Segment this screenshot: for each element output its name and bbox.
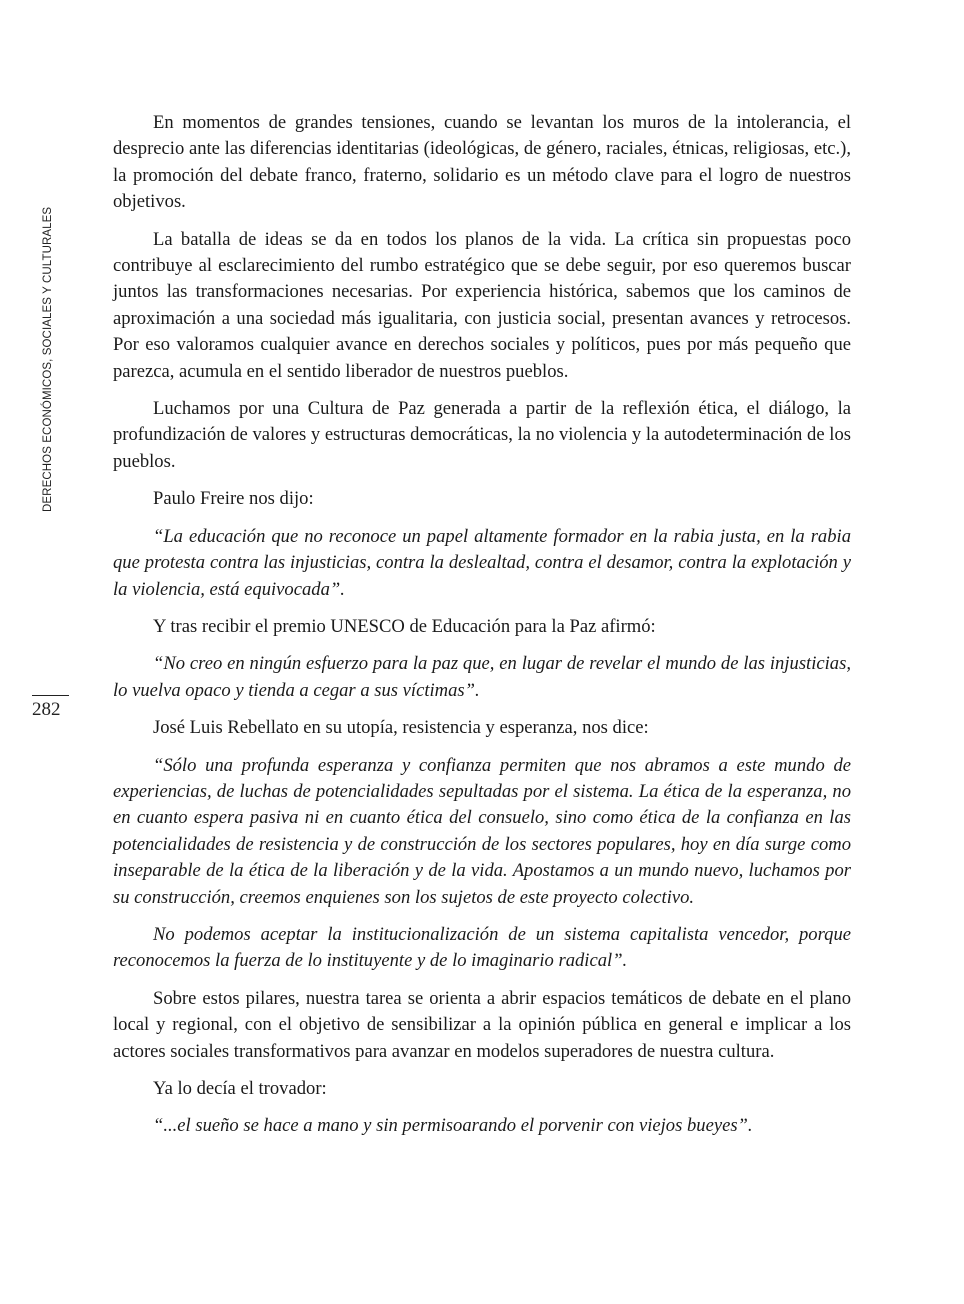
page-number-rule bbox=[32, 695, 69, 696]
paragraph-freire-intro: Paulo Freire nos dijo: bbox=[153, 488, 314, 510]
quote-rebellato-institucionalizacion: No podemos aceptar la institucionalización de un sistema capitalista vencedor, porque reconocemos la fuerza de lo instituyente y de lo imaginario radical”. bbox=[113, 923, 851, 972]
paragraph-pilares: Sobre estos pilares, nuestra tarea se orienta a abrir espacios temáticos de debate en el plano local y regional, con el objetivo de sensibilizar a la opinión pública en general e implicar a los actores sociales transformativos para avanzar en modelos superadores de nuestra cultura. bbox=[113, 987, 851, 1062]
page-number: 282 bbox=[32, 699, 61, 720]
paragraph-batalla-de-ideas: La batalla de ideas se da en todos los planos de la vida. La crítica sin propuestas poco contribuye al esclarecimiento del rumbo estratégico que se debe seguir, por eso queremos buscar juntos las transformaciones necesarias. Por experiencia histórica, sabemos que los caminos de aproximación a una sociedad más igualitaria, con justicia social, presentan avances y retrocesos. Por eso valoramos cualquier avance en derechos sociales y políticos, pues por más pequeño que parezca, acumula en el sentido liberador de nuestros pueblos. bbox=[113, 228, 851, 382]
quote-freire-paz: “No creo en ningún esfuerzo para la paz que, en lugar de revelar el mundo de las injusticias, lo vuelva opaco y tienda a cegar a sus víctimas”. bbox=[113, 653, 851, 701]
paragraph-rebellato-intro: José Luis Rebellato en su utopía, resistencia y esperanza, nos dice: bbox=[153, 717, 649, 739]
quote-freire-educacion: “La educación que no reconoce un papel altamente formador en la rabia justa, en la rabia que protesta contra las injusticias, contra la deslealtad, contra el desamor, contra la explotación y la violencia, está equivocada”. bbox=[113, 525, 851, 600]
quote-trovador: “...el sueño se hace a mano y sin permisoarando el porvenir con viejos bueyes”. bbox=[153, 1115, 753, 1137]
paragraph-cultura-de-paz: Luchamos por una Cultura de Paz generada a partir de la reflexión ética, el diálogo, la profundización de valores y estructuras democráticas, la no violencia y la autodeterminación de los pueblos. bbox=[113, 398, 851, 472]
running-title-vertical bbox=[34, 192, 74, 512]
paragraph-intro: En momentos de grandes tensiones, cuando se levantan los muros de la intolerancia, el desprecio ante las diferencias identitarias (ideológicas, de género, raciales, étnicas, religiosas, etc.), la promoción del debate franco, fraterno, solidario es un método clave para el logro de nuestros objetivos. bbox=[113, 112, 851, 213]
quote-rebellato-esperanza: “Sólo una profunda esperanza y confianza permiten que nos abramos a este mundo de experiencias, de luchas de potencialidades sepultadas por el sistema. La ética de la esperanza, no en cuanto espera pasiva ni en cuanto ética del consuelo, sino como ética de la confianza en las potencialidades de resistencia y de construcción de los sectores populares, hoy en día surge como inseparable de la ética de la liberación y de la vida. Apostamos a un mundo nuevo, luchamos por su construcción, creemos enquienes son los sujetos de este proyecto colectivo. bbox=[113, 754, 851, 908]
main-text bbox=[113, 110, 851, 1151]
running-title-text: DERECHOS ECONÓMICOS, SOCIALES Y CULTURALES bbox=[42, 206, 54, 512]
paragraph-unesco-intro: Y tras recibir el premio UNESCO de Educación para la Paz afirmó: bbox=[153, 615, 656, 637]
paragraph-trovador-intro: Ya lo decía el trovador: bbox=[153, 1078, 327, 1099]
